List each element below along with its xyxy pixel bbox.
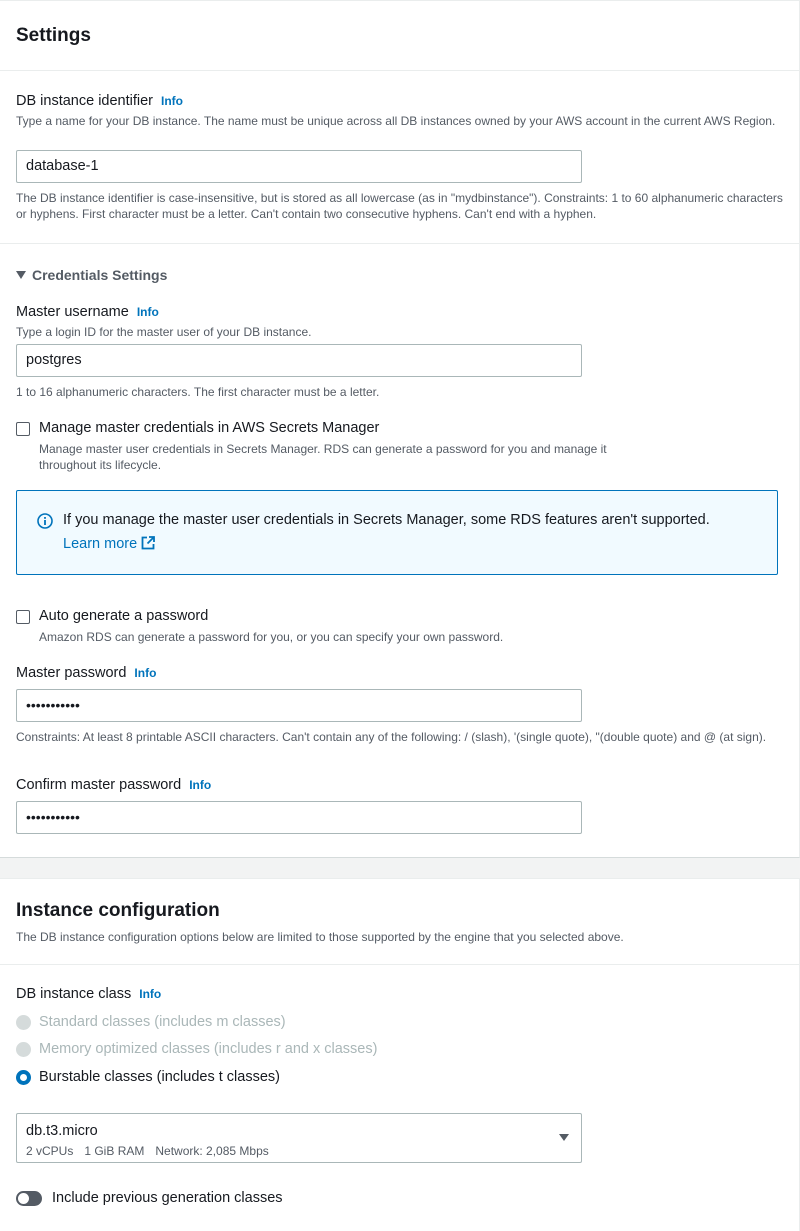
- caret-down-icon: [16, 270, 26, 280]
- radio-button[interactable]: [16, 1070, 31, 1085]
- radio-label[interactable]: Burstable classes (includes t classes): [39, 1069, 280, 1085]
- master-username-description: Type a login ID for the master user of your DB instance.: [16, 325, 312, 339]
- learn-more-text[interactable]: Learn more: [63, 536, 138, 552]
- dropdown-arrow-icon[interactable]: [559, 1134, 569, 1141]
- master-username-input[interactable]: postgres: [16, 344, 582, 377]
- previous-generation-label[interactable]: Include previous generation classes: [52, 1190, 283, 1206]
- radio-label: Standard classes (includes m classes): [39, 1014, 286, 1030]
- master-username-label-text: Master username: [16, 304, 129, 320]
- divider: [0, 964, 799, 965]
- selected-class-name: db.t3.micro: [26, 1123, 98, 1139]
- secrets-manager-label[interactable]: Manage master credentials in AWS Secrets Manager: [39, 420, 380, 436]
- secrets-manager-option: [16, 420, 616, 472]
- previous-generation-toggle[interactable]: [16, 1191, 42, 1206]
- auto-generate-label[interactable]: Auto generate a password: [39, 608, 209, 624]
- db-instance-class-info-link[interactable]: Info: [139, 987, 162, 1001]
- radio-label: Memory optimized classes (includes r and x classes): [39, 1041, 378, 1057]
- confirm-password-info-link[interactable]: Info: [189, 778, 212, 792]
- auto-generate-checkbox[interactable]: [16, 610, 30, 624]
- secrets-manager-info-alert: [16, 490, 778, 575]
- db-identifier-info-link[interactable]: Info: [161, 94, 184, 108]
- radio-button: [16, 1015, 31, 1030]
- master-username-info-link[interactable]: Info: [136, 305, 159, 319]
- master-password-constraints: Constraints: At least 8 printable ASCII characters. Can't contain any of the following: / (slash), '(single quote), "(double quote) and @ (at sign).: [16, 730, 767, 744]
- confirm-password-input[interactable]: •••••••••••: [16, 801, 582, 834]
- settings-title: Settings: [16, 25, 91, 46]
- db-instance-class-label-text: DB instance class: [16, 986, 132, 1002]
- db-identifier-constraints: The DB instance identifier is case-insensitive, but is stored as all lowercase (as in "mydbinstance"). Constraints: 1 to 60 alphanumeric characters or hyphens. First character must be a letter. Can't contain two consecutive hyphens. Can't end with a hyphen.: [16, 191, 783, 221]
- instance-configuration-panel: [0, 878, 800, 1231]
- secrets-manager-checkbox[interactable]: [16, 422, 30, 436]
- master-username-constraints: 1 to 16 alphanumeric characters. The first character must be a letter.: [16, 385, 380, 399]
- confirm-password-label: [16, 777, 211, 793]
- db-identifier-label: [16, 93, 183, 109]
- db-identifier-label-text: DB instance identifier: [16, 93, 154, 109]
- instance-config-title: Instance configuration: [16, 900, 220, 921]
- vcpus-value: 2 vCPUs: [26, 1144, 74, 1158]
- toggle-knob: [18, 1193, 29, 1204]
- db-identifier-input[interactable]: database-1: [16, 150, 582, 183]
- db-identifier-description: Type a name for your DB instance. The name must be unique across all DB instances owned by your AWS account in the current AWS Region.: [16, 114, 776, 128]
- master-password-label-text: Master password: [16, 665, 127, 681]
- db-instance-class-select[interactable]: [16, 1113, 582, 1163]
- learn-more-link[interactable]: [63, 536, 155, 552]
- master-username-label: [16, 304, 159, 320]
- auto-generate-description: Amazon RDS can generate a password for you, or you can specify your own password.: [39, 630, 504, 644]
- auto-generate-option: [16, 608, 616, 648]
- master-password-label: [16, 665, 156, 681]
- divider: [0, 243, 799, 244]
- settings-header: [0, 1, 799, 71]
- radio-button: [16, 1042, 31, 1057]
- secrets-manager-description: Manage master user credentials in Secrets Manager. RDS can generate a password for you and manage it throughout its lifecycle.: [39, 442, 607, 472]
- info-icon: [37, 513, 53, 529]
- alert-message: If you manage the master user credentials in Secrets Manager, some RDS features aren't supported.: [63, 512, 710, 528]
- credentials-section-toggle[interactable]: [16, 267, 167, 283]
- instance-config-description: The DB instance configuration options below are limited to those supported by the engine that you selected above.: [16, 930, 624, 944]
- master-password-input[interactable]: •••••••••••: [16, 689, 582, 722]
- external-link-icon[interactable]: [141, 536, 155, 550]
- selected-class-specs: [26, 1144, 280, 1158]
- network-value: Network: 2,085 Mbps: [155, 1144, 269, 1158]
- master-password-info-link[interactable]: Info: [134, 666, 157, 680]
- confirm-password-label-text: Confirm master password: [16, 777, 182, 793]
- db-instance-class-label: [16, 986, 161, 1002]
- credentials-section-title: Credentials Settings: [32, 267, 168, 283]
- ram-value: 1 GiB RAM: [84, 1144, 145, 1158]
